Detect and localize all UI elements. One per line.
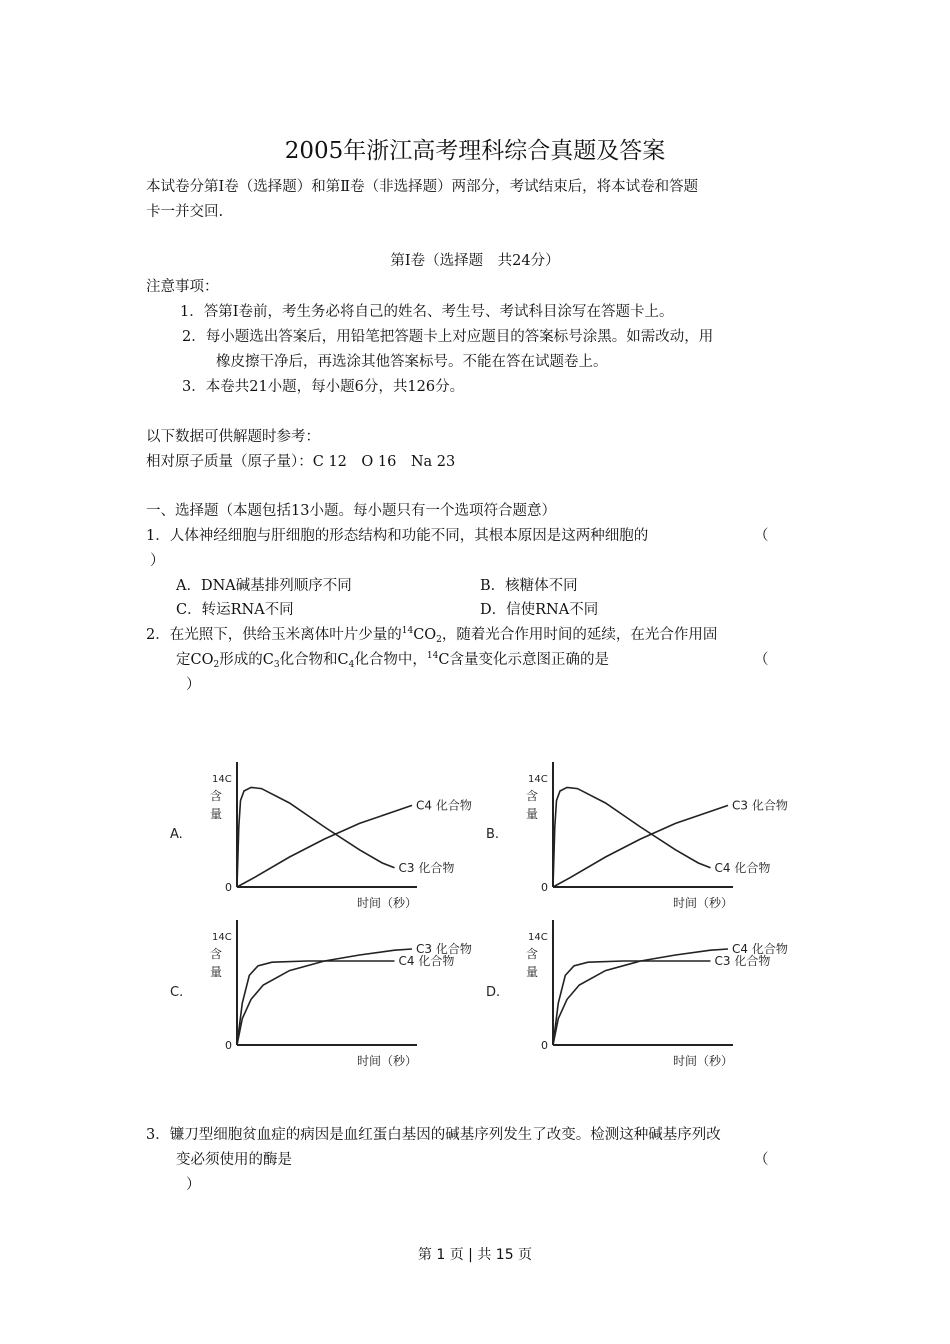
notice-item-2: 2．每小题选出答案后，用铅笔把答题卡上对应题目的答案标号涂黑。如需改动，用 — [182, 329, 714, 345]
chart-option-c — [162, 918, 472, 1078]
series-line-0 — [553, 805, 728, 887]
x-axis-label: 时间（秒） — [673, 896, 734, 910]
chart-option-d — [478, 918, 788, 1078]
section-1-heading: 第Ⅰ卷（选择题 共24分） — [390, 253, 560, 269]
series-line-1 — [553, 961, 711, 1045]
series-line-1 — [237, 961, 395, 1045]
chart-option-b — [478, 760, 788, 920]
y-axis-label-isotope: 14C — [528, 774, 548, 785]
q3-stem-line-2: 变必须使用的酶是 — [176, 1152, 292, 1168]
intro-line-1: 本试卷分第Ⅰ卷（选择题）和第Ⅱ卷（非选择题）两部分，考试结束后，将本试卷和答题 — [146, 179, 699, 195]
notice-label: 注意事项： — [146, 279, 219, 295]
series-line-0 — [553, 949, 728, 1045]
y-axis-label-isotope: 14C — [212, 932, 232, 943]
series-label-0: C3 化合物 — [732, 798, 788, 813]
q1-paren-close: ） — [150, 553, 165, 569]
y-axis-label-char-2: 量 — [526, 965, 539, 979]
origin-label: 0 — [541, 881, 548, 894]
origin-label: 0 — [225, 881, 232, 894]
y-axis-label-char-1: 含 — [526, 947, 539, 961]
q2-stem-line-2: 定$CO_2$形成的$C_3$化合物和$C_4$化合物中，$^{14}$C含量变化示意图正确的是 — [176, 651, 609, 670]
x-axis-label: 时间（秒） — [357, 896, 418, 910]
intro-line-2: 卡一并交回. — [146, 204, 224, 220]
q1-stem: 1．人体神经细胞与肝细胞的形态结构和功能不同，其根本原因是这两种细胞的 — [146, 528, 649, 544]
series-label-1: C3 化合物 — [398, 860, 455, 875]
part-1-heading: 一、选择题（本题包括13小题。每小题只有一个选项符合题意） — [146, 503, 556, 519]
series-label-1: C4 化合物 — [714, 860, 771, 875]
q2-stem-line-1: 2．在光照下，供给玉米离体叶片少量的$^{14}CO_2$，随着光合作用时间的延续，在光合作用固 — [146, 626, 718, 645]
notice-item-1: 1．答第Ⅰ卷前，考生务必将自己的姓名、考生号、考试科目涂写在答题卡上。 — [180, 304, 674, 320]
y-axis-label-char-2: 量 — [210, 807, 223, 821]
series-line-1 — [553, 787, 711, 887]
y-axis-label-char-1: 含 — [210, 789, 223, 803]
panel-label: B. — [486, 827, 500, 842]
y-axis-label-char-2: 量 — [526, 807, 539, 821]
x-axis-label: 时间（秒） — [673, 1054, 734, 1068]
series-line-1 — [237, 787, 395, 887]
y-axis-label-char-1: 含 — [210, 947, 223, 961]
panel-label: A. — [170, 827, 183, 842]
atomic-mass-line: 相对原子质量（原子量）：C 12 O 16 Na 23 — [146, 454, 456, 470]
series-label-0: C4 化合物 — [416, 798, 472, 813]
y-axis-label-isotope: 14C — [528, 932, 548, 943]
x-axis-label: 时间（秒） — [357, 1054, 418, 1068]
q1-paren-open: （ — [754, 528, 769, 544]
series-line-0 — [237, 949, 412, 1045]
q1-option-c: C．转运RNA不同 — [176, 602, 294, 618]
notice-item-2-cont: 橡皮擦干净后，再选涂其他答案标号。不能在答在试题卷上。 — [216, 354, 608, 370]
q1-option-b: B．核糖体不同 — [480, 578, 578, 594]
y-axis-label-char-1: 含 — [526, 789, 539, 803]
panel-label: C. — [170, 985, 184, 1000]
q1-option-a: A．DNA碱基排列顺序不同 — [176, 578, 352, 594]
chart-option-a — [162, 760, 472, 920]
origin-label: 0 — [225, 1039, 232, 1052]
series-line-0 — [237, 805, 412, 887]
series-label-1: C4 化合物 — [398, 954, 455, 968]
panel-label: D. — [486, 985, 501, 1000]
y-axis-label-char-2: 量 — [210, 965, 223, 979]
q2-paren-open: （ — [754, 652, 769, 668]
y-axis-label-isotope: 14C — [212, 774, 232, 785]
series-label-0: C3 化合物 — [416, 942, 472, 956]
notice-item-3: 3．本卷共21小题，每小题6分，共126分。 — [182, 379, 465, 395]
reference-intro: 以下数据可供解题时参考： — [146, 429, 320, 445]
origin-label: 0 — [541, 1039, 548, 1052]
q3-paren-open: （ — [754, 1152, 769, 1168]
q3-stem-line-1: 3．镰刀型细胞贫血症的病因是血红蛋白基因的碱基序列发生了改变。检测这种碱基序列改 — [146, 1127, 721, 1143]
page-footer: 第 1 页 | 共 15 页 — [417, 1247, 533, 1263]
series-label-1: C3 化合物 — [714, 954, 771, 968]
q1-option-d: D．信使RNA不同 — [480, 602, 599, 618]
q3-paren-close: ） — [186, 1177, 201, 1193]
page-title: 2005年浙江高考理科综合真题及答案 — [284, 138, 666, 164]
series-label-0: C4 化合物 — [732, 942, 788, 956]
q2-paren-close: ） — [186, 677, 201, 693]
